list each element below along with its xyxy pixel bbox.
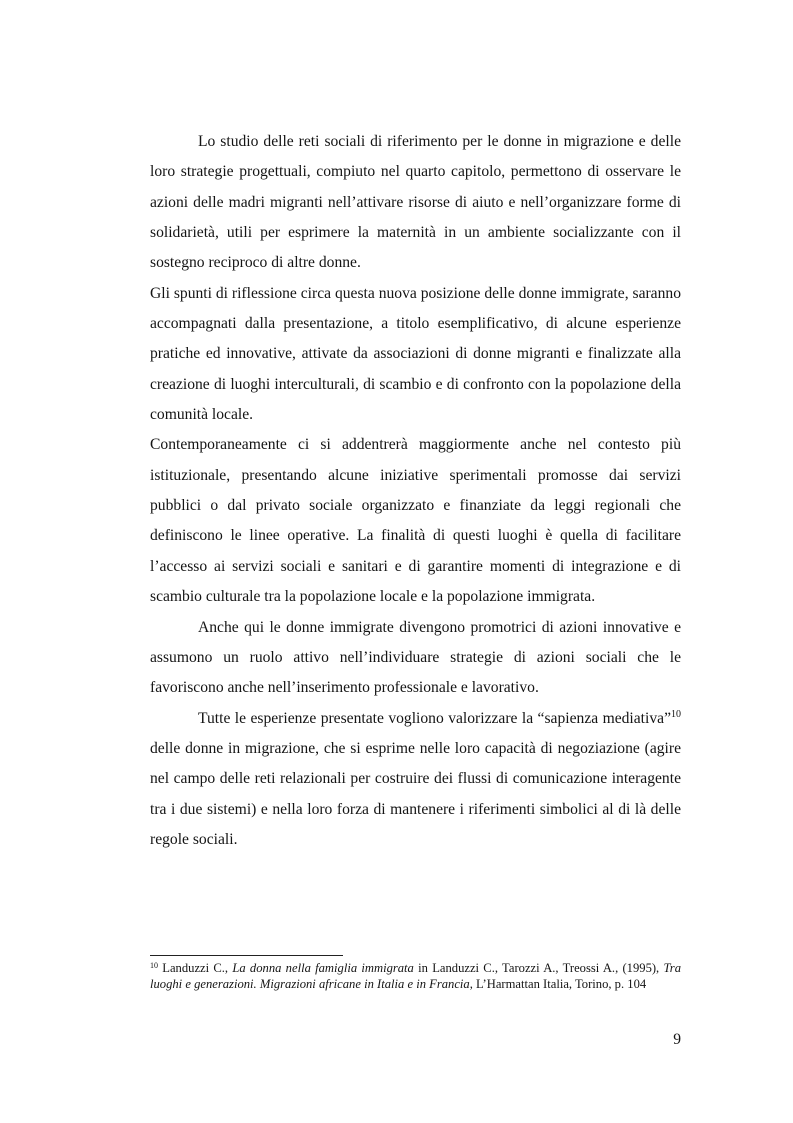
body-text <box>150 127 681 855</box>
paragraph-1: Lo studio delle reti sociali di riferimento per le donne in migrazione e delle loro strategie progettuali, compiuto nel quarto capitolo, permettono di osservare le azioni delle madri migranti nell’attivare risorse di aiuto e nell’organizzare forme di solidarietà, utili per esprimere la maternità in un ambiente socializzante con il sostegno reciproco di altre donne. <box>150 133 681 272</box>
footnote-separator <box>150 955 343 956</box>
paragraph-5-text-start: Tutte le esperienze presentate vogliono valorizzare la “sapienza mediativa” <box>198 709 671 727</box>
paragraph-3: Contemporaneamente ci si addentrerà maggiormente anche nel contesto più istituzionale, presentando alcune iniziative sperimentali promosse dai servizi pubblici o dal privato sociale organizzato e finanziate da leggi regionali che definiscono le linee operative. La finalità di questi luoghi è quella di facilitare l’accesso ai servizi sociali e sanitari e di garantire momenti di integrazione e di scambio culturale tra la popolazione locale e la popolazione immigrata. <box>150 436 681 606</box>
paragraph-5 <box>150 704 681 856</box>
page-number: 9 <box>673 1031 681 1048</box>
footnote-author: Landuzzi C., <box>158 961 233 975</box>
footnote-middle: in Landuzzi C., Tarozzi A., Treossi A., (1995), <box>413 961 664 975</box>
footnote-publisher: , L’Harmattan Italia, Torino, p. 104 <box>469 976 647 991</box>
footnote-title-2: Tra luoghi e generazioni. Migrazioni africane in Italia e in Francia <box>150 961 681 991</box>
paragraph-2: Gli spunti di riflessione circa questa nuova posizione delle donne immigrate, saranno accompagnati dalla presentazione, a titolo esemplificativo, di alcune esperienze pratiche ed innovative, attivate da associazioni di donne migranti e finalizzate alla creazione di luoghi interculturali, di scambio e di confronto con la popolazione della comunità locale. <box>150 284 681 424</box>
footnote <box>150 961 681 992</box>
paragraph-5-text-end: delle donne in migrazione, che si esprime nelle loro capacità di negoziazione (agire nel campo delle reti relazionali per costruire dei flussi di comunicazione interagente tra i due sistemi) e nella loro forza di mantenere i riferimenti simbolici al di là delle regole sociali. <box>150 739 681 848</box>
footnote-reference: 10 <box>671 708 681 720</box>
paragraph-4: Anche qui le donne immigrate divengono promotrici di azioni innovative e assumono un ruolo attivo nell’individuare strategie di azioni sociali che le favoriscono anche nell’inserimento professionale e lavorativo. <box>150 618 681 697</box>
footnote-number: 10 <box>150 961 158 970</box>
footnote-title-1: La donna nella famiglia immigrata <box>232 961 414 975</box>
